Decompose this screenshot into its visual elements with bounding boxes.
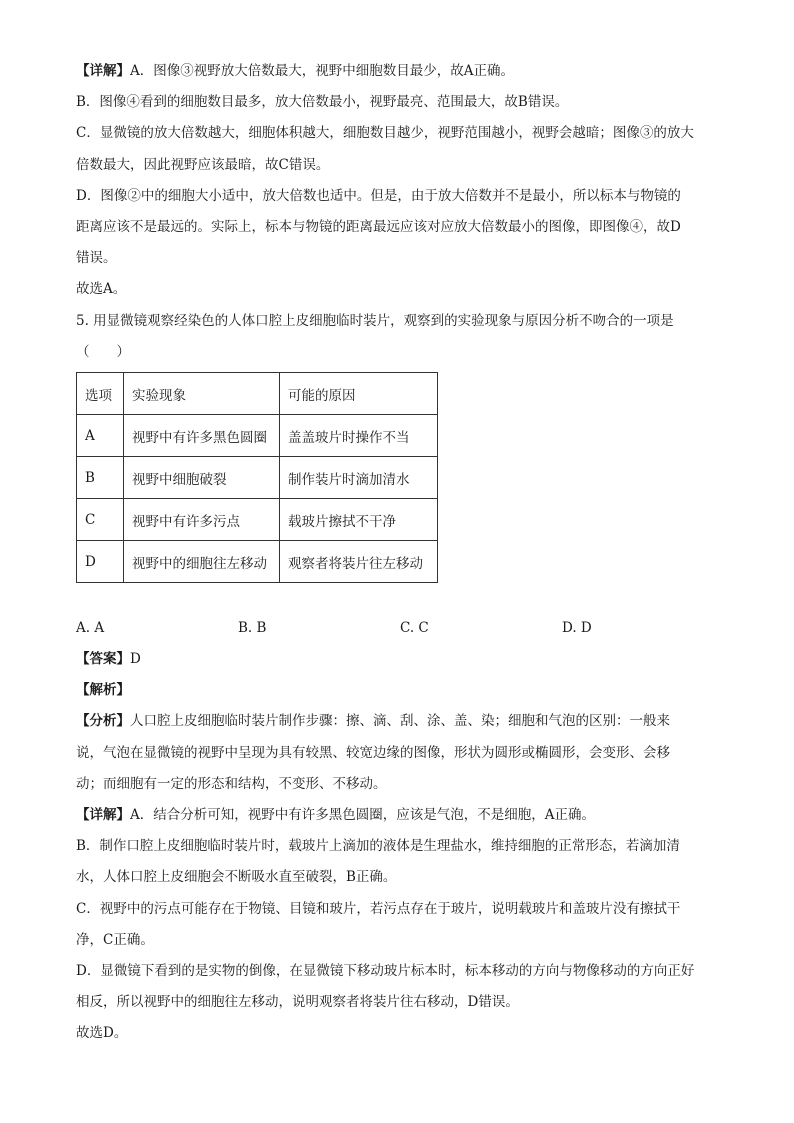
table-row bbox=[77, 415, 438, 457]
choice-d: D. D bbox=[562, 620, 592, 637]
table-header-cell: 可能的原因 bbox=[280, 373, 438, 415]
table-cell: D bbox=[77, 541, 124, 583]
answer-line bbox=[76, 644, 726, 675]
answer-choices bbox=[76, 613, 726, 644]
prev-explain-line-2: B．图像④看到的细胞数目最多，放大倍数最小，视野最亮、范围最大，故B错误。 bbox=[76, 94, 569, 111]
table-cell: 盖盖玻片时操作不当 bbox=[280, 415, 438, 457]
table-cell: 视野中有许多污点 bbox=[124, 499, 280, 541]
detail-conclusion: 故选D。 bbox=[76, 1025, 128, 1042]
detail-line-6: D．显微镜下看到的是实物的倒像，在显微镜下移动玻片标本时，标本移动的方向与物像移动的方向正好 bbox=[76, 963, 695, 980]
prev-explain-line-6: 距离应该不是最远的。实际上，标本与物镜的距离最远应该对应放大倍数最小的图像，即图像④，故D bbox=[76, 219, 681, 236]
table-cell: 视野中细胞破裂 bbox=[124, 457, 280, 499]
table-header-cell: 实验现象 bbox=[124, 373, 280, 415]
prev-explain-line-5: D．图像②中的细胞大小适中，放大倍数也适中。但是，由于放大倍数并不是最小，所以标本与物镜的 bbox=[76, 187, 681, 204]
table-cell: A bbox=[77, 415, 124, 457]
detail-tag: 【详解】 bbox=[76, 807, 130, 824]
analysis-line-3: 动；而细胞有一定的形态和结构，不变形、不移动。 bbox=[76, 775, 387, 792]
analysis-heading-tag: 【解析】 bbox=[76, 682, 130, 699]
detail-tag: 【详解】 bbox=[76, 63, 130, 79]
detail-line-2: B．制作口腔上皮细胞临时装片时，载玻片上滴加的液体是生理盐水，维持细胞的正常形态，若滴加清 bbox=[76, 838, 680, 855]
table-row bbox=[77, 541, 438, 583]
detail-line-3: 水，人体口腔上皮细胞会不断吸水直至破裂，B正确。 bbox=[76, 869, 397, 886]
detail-line-7: 相反，所以视野中的细胞往左移动，说明观察者将装片往右移动，D错误。 bbox=[76, 994, 519, 1011]
prev-conclusion: 故选A。 bbox=[76, 281, 127, 298]
question-bracket: （ ） bbox=[76, 343, 130, 360]
options-table bbox=[76, 372, 438, 583]
answer-value: D bbox=[130, 651, 141, 668]
choice-a: A. A bbox=[76, 620, 105, 637]
table-cell: 制作装片时滴加清水 bbox=[280, 457, 438, 499]
choice-b: B. B bbox=[238, 620, 267, 637]
answer-tag: 【答案】 bbox=[76, 651, 130, 668]
table-cell: 载玻片擦拭不干净 bbox=[280, 499, 438, 541]
table-cell: B bbox=[77, 457, 124, 499]
table-row bbox=[77, 499, 438, 541]
document-page bbox=[76, 56, 726, 1050]
prev-explain-line-1: 【详解】A．图像③视野放大倍数最大，视野中细胞数目最少，故A正确。 bbox=[76, 63, 514, 79]
analysis-line-1: 【分析】人口腔上皮细胞临时装片制作步骤：擦、滴、刮、涂、盖、染；细胞和气泡的区别：一般来 bbox=[76, 713, 670, 730]
prev-explain-line-4: 倍数最大，因此视野应该最暗，故C错误。 bbox=[76, 156, 330, 173]
analysis-line-2: 说，气泡在显微镜的视野中呈现为具有较黑、较宽边缘的图像，形状为圆形或椭圆形，会变形、会移 bbox=[76, 744, 670, 761]
detail-line-4: C．视野中的污点可能存在于物镜、目镜和玻片，若污点存在于玻片，说明载玻片和盖玻片没有擦拭干 bbox=[76, 900, 681, 917]
prev-explain-line-3: C．显微镜的放大倍数越大，细胞体积越大，细胞数目越少，视野范围越小，视野会越暗；图像③的放大 bbox=[76, 125, 694, 142]
choice-c: C. C bbox=[400, 620, 429, 637]
detail-line-1: 【详解】A．结合分析可知，视野中有许多黑色圆圈，应该是气泡，不是细胞，A正确。 bbox=[76, 807, 595, 824]
table-header-row bbox=[77, 373, 438, 415]
table-cell: C bbox=[77, 499, 124, 541]
table-cell: 观察者将装片往左移动 bbox=[280, 541, 438, 583]
question-stem: 5. 用显微镜观察经染色的人体口腔上皮细胞临时装片，观察到的实验现象与原因分析不吻合的一项是 bbox=[76, 312, 674, 329]
prev-explain-line-7: 错误。 bbox=[76, 250, 117, 267]
table-cell: 视野中有许多黑色圆圈 bbox=[124, 415, 280, 457]
analysis-heading bbox=[76, 675, 726, 706]
table-row bbox=[77, 457, 438, 499]
analysis-tag: 【分析】 bbox=[76, 713, 130, 730]
detail-line-5: 净，C正确。 bbox=[76, 931, 154, 948]
table-cell: 视野中的细胞往左移动 bbox=[124, 541, 280, 583]
table-header-cell: 选项 bbox=[77, 373, 124, 415]
